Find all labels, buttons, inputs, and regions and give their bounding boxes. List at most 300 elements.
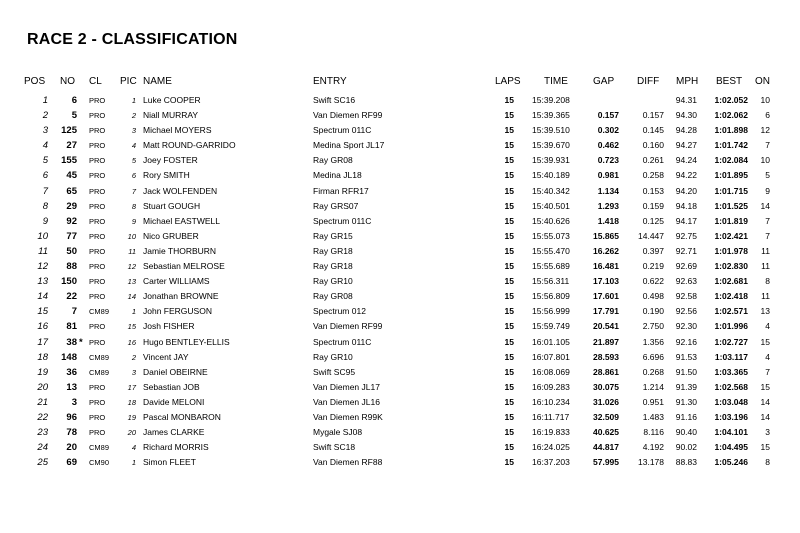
cell-no: 6 bbox=[71, 95, 77, 106]
cell-entry: Swift SC16 bbox=[313, 95, 356, 105]
cell-no: 7 bbox=[71, 306, 77, 318]
cell-no: 50 bbox=[66, 245, 77, 257]
cell-gap: 32.509 bbox=[593, 411, 619, 422]
header-best: BEST bbox=[716, 76, 743, 87]
cell-diff: 8.116 bbox=[643, 427, 664, 438]
cell-on: 15 bbox=[760, 442, 770, 453]
cell-gap: 15.865 bbox=[593, 230, 619, 241]
cell-pos: 10 bbox=[37, 230, 48, 242]
cell-on: 10 bbox=[760, 95, 770, 105]
cell-entry: Medina Sport JL17 bbox=[313, 140, 385, 151]
cell-diff: 0.153 bbox=[642, 185, 664, 196]
cell-entry: Spectrum 011C bbox=[313, 336, 372, 347]
cell-class: PRO bbox=[89, 126, 106, 136]
header-on: ON bbox=[755, 76, 770, 87]
cell-pic: 2 bbox=[131, 111, 136, 121]
cell-name: Rory SMITH bbox=[143, 170, 190, 181]
cell-name: Luke COOPER bbox=[143, 95, 201, 105]
cell-pic: 3 bbox=[131, 126, 136, 136]
cell-entry: Van Diemen RF99 bbox=[313, 321, 383, 332]
cell-class: PRO bbox=[89, 382, 106, 392]
cell-on: 6 bbox=[765, 110, 770, 121]
cell-gap: 1.293 bbox=[597, 200, 619, 211]
table-header bbox=[0, 76, 800, 90]
cell-entry: Firman RFR17 bbox=[313, 185, 369, 196]
cell-on: 7 bbox=[765, 140, 770, 151]
cell-pic: 8 bbox=[131, 201, 136, 211]
cell-class: PRO bbox=[89, 397, 106, 407]
cell-laps: 15 bbox=[504, 336, 514, 347]
cell-time: 16:08.069 bbox=[532, 366, 570, 377]
cell-entry: Ray GR15 bbox=[313, 230, 353, 241]
cell-laps: 15 bbox=[504, 306, 514, 317]
cell-laps: 15 bbox=[504, 170, 514, 181]
cell-pic: 2 bbox=[131, 352, 136, 362]
cell-laps: 15 bbox=[504, 381, 514, 392]
cell-time: 15:55.073 bbox=[532, 230, 570, 241]
cell-on: 14 bbox=[760, 411, 770, 422]
table-row bbox=[0, 397, 800, 412]
cell-pos: 19 bbox=[37, 366, 48, 378]
cell-diff: 1.483 bbox=[642, 411, 664, 422]
cell-name: Jonathan BROWNE bbox=[143, 291, 219, 302]
cell-best: 1:02.568 bbox=[714, 381, 748, 392]
cell-mph: 91.30 bbox=[675, 396, 697, 407]
cell-on: 8 bbox=[765, 276, 770, 287]
cell-laps: 15 bbox=[504, 125, 514, 136]
table-row bbox=[0, 321, 800, 336]
cell-pic: 1 bbox=[131, 458, 136, 468]
cell-mph: 92.63 bbox=[675, 276, 697, 287]
cell-mark: * bbox=[79, 336, 83, 348]
cell-best: 1:01.898 bbox=[714, 125, 748, 136]
cell-class: CM89 bbox=[89, 367, 110, 377]
cell-name: Josh FISHER bbox=[143, 321, 195, 332]
cell-time: 15:55.689 bbox=[532, 261, 570, 272]
cell-best: 1:01.978 bbox=[714, 245, 748, 256]
cell-mph: 91.50 bbox=[675, 366, 697, 377]
cell-best: 1:02.084 bbox=[714, 155, 748, 166]
cell-no: 125 bbox=[61, 125, 77, 137]
cell-best: 1:02.830 bbox=[714, 261, 748, 272]
cell-gap: 0.302 bbox=[597, 125, 619, 136]
table-row bbox=[0, 442, 800, 457]
cell-no: 155 bbox=[61, 155, 77, 167]
cell-on: 8 bbox=[765, 457, 770, 468]
cell-diff: 0.498 bbox=[642, 291, 664, 302]
cell-class: PRO bbox=[89, 246, 106, 256]
cell-diff: 14.447 bbox=[638, 230, 664, 241]
cell-no: 29 bbox=[66, 200, 77, 212]
cell-gap: 28.861 bbox=[593, 366, 619, 377]
cell-diff: 4.192 bbox=[642, 442, 664, 453]
cell-name: Simon FLEET bbox=[143, 457, 196, 468]
cell-best: 1:03.196 bbox=[714, 411, 748, 422]
cell-diff: 2.750 bbox=[642, 321, 664, 332]
cell-best: 1:01.996 bbox=[714, 321, 748, 332]
cell-class: CM89 bbox=[89, 352, 110, 362]
cell-entry: Van Diemen RF99 bbox=[313, 110, 383, 121]
cell-gap: 17.601 bbox=[593, 291, 619, 302]
cell-no: 65 bbox=[66, 185, 77, 197]
cell-pic: 9 bbox=[131, 216, 136, 226]
cell-class: PRO bbox=[89, 262, 106, 272]
cell-on: 11 bbox=[761, 291, 770, 302]
cell-laps: 15 bbox=[504, 140, 514, 151]
header-laps: LAPS bbox=[495, 76, 521, 87]
cell-diff: 0.622 bbox=[642, 276, 664, 287]
cell-entry: Ray GR18 bbox=[313, 261, 353, 272]
cell-laps: 15 bbox=[504, 442, 514, 453]
cell-pos: 8 bbox=[42, 200, 48, 212]
cell-best: 1:03.365 bbox=[714, 366, 748, 377]
cell-on: 4 bbox=[765, 351, 770, 362]
cell-time: 15:40.501 bbox=[532, 200, 570, 211]
cell-laps: 15 bbox=[504, 427, 514, 438]
cell-mph: 91.16 bbox=[675, 411, 697, 422]
cell-diff: 0.397 bbox=[642, 245, 664, 256]
cell-mph: 90.02 bbox=[675, 442, 697, 453]
cell-pos: 12 bbox=[37, 261, 48, 273]
cell-no: 78 bbox=[66, 427, 77, 439]
cell-best: 1:01.525 bbox=[714, 200, 748, 211]
cell-diff: 0.190 bbox=[642, 306, 664, 317]
cell-no: 27 bbox=[66, 140, 77, 152]
cell-pic: 1 bbox=[131, 307, 136, 317]
cell-best: 1:01.715 bbox=[714, 185, 748, 196]
cell-pos: 5 bbox=[42, 155, 48, 167]
cell-pos: 7 bbox=[42, 185, 48, 197]
header-diff: DIFF bbox=[637, 76, 660, 87]
cell-on: 11 bbox=[761, 261, 770, 272]
cell-mph: 90.40 bbox=[675, 427, 697, 438]
table-row bbox=[0, 276, 800, 291]
cell-time: 16:24.025 bbox=[532, 442, 570, 453]
cell-mph: 88.83 bbox=[675, 457, 697, 468]
cell-laps: 15 bbox=[504, 230, 514, 241]
cell-pos: 24 bbox=[37, 442, 48, 454]
cell-mph: 92.75 bbox=[675, 230, 697, 241]
cell-gap: 0.981 bbox=[597, 170, 619, 181]
table-row bbox=[0, 382, 800, 397]
cell-mph: 94.27 bbox=[675, 140, 697, 151]
cell-on: 5 bbox=[765, 170, 770, 181]
cell-pos: 20 bbox=[37, 381, 48, 393]
cell-best: 1:01.895 bbox=[714, 170, 748, 181]
cell-pos: 4 bbox=[42, 140, 48, 152]
table-row bbox=[0, 306, 800, 321]
cell-time: 15:56.311 bbox=[532, 276, 570, 287]
cell-pic: 6 bbox=[131, 171, 136, 181]
cell-no: 92 bbox=[66, 215, 77, 227]
cell-diff: 0.268 bbox=[642, 366, 664, 377]
cell-name: Davide MELONI bbox=[143, 396, 205, 407]
table-row bbox=[0, 216, 800, 231]
cell-class: PRO bbox=[89, 156, 106, 166]
cell-no: 77 bbox=[66, 230, 77, 242]
cell-pos: 11 bbox=[38, 245, 48, 257]
cell-class: PRO bbox=[89, 171, 106, 181]
cell-on: 14 bbox=[760, 200, 770, 211]
cell-mph: 92.71 bbox=[675, 245, 697, 256]
cell-name: Daniel OBEIRNE bbox=[143, 366, 208, 377]
cell-pic: 3 bbox=[131, 367, 136, 377]
header-no: NO bbox=[60, 76, 75, 87]
cell-pos: 22 bbox=[37, 411, 48, 423]
table-row bbox=[0, 412, 800, 427]
page-title: RACE 2 - CLASSIFICATION bbox=[27, 31, 238, 48]
cell-diff: 13.178 bbox=[638, 457, 664, 468]
cell-mph: 92.16 bbox=[675, 336, 697, 347]
table-row bbox=[0, 352, 800, 367]
table-row bbox=[0, 427, 800, 442]
cell-laps: 15 bbox=[504, 396, 514, 407]
cell-time: 15:39.510 bbox=[532, 125, 570, 136]
table-row bbox=[0, 125, 800, 140]
cell-time: 15:39.208 bbox=[532, 95, 570, 105]
cell-time: 15:40.342 bbox=[532, 185, 570, 196]
cell-best: 1:02.062 bbox=[714, 110, 748, 121]
cell-laps: 15 bbox=[504, 351, 514, 362]
cell-name: Carter WILLIAMS bbox=[143, 276, 210, 287]
cell-time: 16:11.717 bbox=[532, 411, 570, 422]
cell-gap: 0.462 bbox=[597, 140, 619, 151]
cell-laps: 15 bbox=[504, 185, 514, 196]
cell-pic: 1 bbox=[131, 96, 136, 105]
cell-gap: 30.075 bbox=[593, 381, 619, 392]
cell-no: 96 bbox=[66, 411, 77, 423]
cell-mph: 92.30 bbox=[675, 321, 697, 332]
cell-entry: Van Diemen JL17 bbox=[313, 381, 380, 392]
cell-class: PRO bbox=[89, 322, 106, 332]
cell-on: 13 bbox=[760, 306, 770, 317]
cell-mph: 94.22 bbox=[675, 170, 697, 181]
cell-gap: 1.134 bbox=[597, 185, 619, 196]
table-row bbox=[0, 291, 800, 306]
cell-pos: 16 bbox=[37, 321, 48, 333]
cell-pos: 17 bbox=[37, 336, 48, 348]
header-cl: CL bbox=[89, 76, 102, 87]
cell-no: 22 bbox=[66, 291, 77, 303]
header-pic: PIC bbox=[120, 76, 137, 87]
cell-name: Hugo BENTLEY-ELLIS bbox=[143, 336, 230, 347]
cell-pos: 23 bbox=[37, 427, 48, 439]
cell-pic: 18 bbox=[127, 397, 136, 407]
cell-on: 14 bbox=[760, 396, 770, 407]
cell-entry: Swift SC95 bbox=[313, 366, 356, 377]
cell-best: 1:02.727 bbox=[714, 336, 748, 347]
cell-gap: 21.897 bbox=[593, 336, 619, 347]
cell-diff: 0.951 bbox=[642, 396, 664, 407]
cell-name: Jack WOLFENDEN bbox=[143, 185, 218, 196]
cell-on: 9 bbox=[765, 185, 770, 196]
classification-table bbox=[0, 95, 800, 472]
cell-no: 3 bbox=[71, 396, 77, 408]
cell-entry: Ray GR10 bbox=[313, 276, 353, 287]
cell-pos: 13 bbox=[37, 276, 48, 288]
cell-laps: 15 bbox=[504, 155, 514, 166]
cell-pic: 16 bbox=[127, 337, 136, 347]
cell-pic: 17 bbox=[127, 382, 136, 392]
cell-time: 15:56.809 bbox=[532, 291, 570, 302]
cell-best: 1:03.048 bbox=[714, 396, 748, 407]
cell-class: PRO bbox=[89, 337, 106, 347]
header-time: TIME bbox=[544, 76, 568, 87]
table-row bbox=[0, 170, 800, 185]
cell-no: 81 bbox=[66, 321, 77, 333]
header-mph: MPH bbox=[676, 76, 699, 87]
cell-entry: Ray GR18 bbox=[313, 245, 353, 256]
table-row bbox=[0, 201, 800, 216]
cell-name: Matt ROUND-GARRIDO bbox=[143, 140, 236, 151]
cell-gap: 16.481 bbox=[593, 261, 619, 272]
table-row bbox=[0, 457, 800, 472]
cell-gap: 44.817 bbox=[593, 442, 619, 453]
cell-time: 16:09.283 bbox=[532, 381, 570, 392]
cell-diff: 0.258 bbox=[642, 170, 664, 181]
table-row bbox=[0, 140, 800, 155]
cell-on: 12 bbox=[760, 125, 770, 136]
cell-entry: Spectrum 012 bbox=[313, 306, 366, 317]
cell-time: 16:01.105 bbox=[532, 336, 570, 347]
cell-on: 15 bbox=[760, 336, 770, 347]
cell-laps: 15 bbox=[504, 215, 514, 226]
cell-name: Vincent JAY bbox=[143, 351, 189, 362]
cell-laps: 15 bbox=[504, 411, 514, 422]
cell-name: Nico GRUBER bbox=[143, 230, 199, 241]
cell-entry: Medina JL18 bbox=[313, 170, 362, 181]
table-row bbox=[0, 246, 800, 261]
cell-mph: 92.58 bbox=[675, 291, 697, 302]
cell-entry: Spectrum 011C bbox=[313, 125, 372, 136]
cell-laps: 15 bbox=[504, 276, 514, 287]
cell-entry: Swift SC18 bbox=[313, 442, 356, 453]
cell-laps: 15 bbox=[504, 95, 514, 105]
cell-laps: 15 bbox=[504, 321, 514, 332]
cell-class: PRO bbox=[89, 141, 106, 151]
cell-class: CM89 bbox=[89, 443, 110, 453]
cell-gap: 1.418 bbox=[597, 215, 619, 226]
cell-name: Richard MORRIS bbox=[143, 442, 209, 453]
cell-class: PRO bbox=[89, 216, 106, 226]
cell-pic: 15 bbox=[127, 322, 136, 332]
cell-pic: 20 bbox=[127, 428, 136, 438]
header-name: NAME bbox=[143, 76, 172, 87]
cell-mph: 94.20 bbox=[675, 185, 697, 196]
cell-name: Sebastian JOB bbox=[143, 381, 200, 392]
cell-pic: 14 bbox=[127, 292, 136, 302]
table-row bbox=[0, 367, 800, 382]
cell-best: 1:01.742 bbox=[714, 140, 748, 151]
cell-pic: 19 bbox=[127, 412, 136, 422]
table-row bbox=[0, 110, 800, 125]
cell-laps: 15 bbox=[504, 291, 514, 302]
cell-on: 10 bbox=[760, 155, 770, 166]
cell-time: 16:10.234 bbox=[532, 396, 570, 407]
cell-pos: 1 bbox=[42, 95, 48, 106]
cell-pos: 3 bbox=[42, 125, 48, 137]
cell-no: 150 bbox=[61, 276, 77, 288]
cell-diff: 0.157 bbox=[642, 110, 664, 121]
table-row bbox=[0, 337, 800, 352]
cell-name: Joey FOSTER bbox=[143, 155, 198, 166]
cell-gap: 0.157 bbox=[597, 110, 619, 121]
cell-mph: 94.17 bbox=[675, 215, 697, 226]
cell-class: PRO bbox=[89, 428, 106, 438]
cell-pic: 7 bbox=[131, 186, 136, 196]
table-row bbox=[0, 155, 800, 170]
cell-no: 13 bbox=[66, 381, 77, 393]
cell-mph: 91.39 bbox=[675, 381, 697, 392]
cell-entry: Ray GR10 bbox=[313, 351, 353, 362]
cell-time: 16:19.833 bbox=[532, 427, 570, 438]
cell-best: 1:02.421 bbox=[714, 230, 748, 241]
cell-gap: 0.723 bbox=[597, 155, 619, 166]
cell-diff: 6.696 bbox=[642, 351, 664, 362]
cell-best: 1:02.681 bbox=[714, 276, 748, 287]
cell-pic: 13 bbox=[127, 277, 136, 287]
table-row bbox=[0, 95, 800, 110]
cell-mph: 94.24 bbox=[675, 155, 697, 166]
cell-pic: 5 bbox=[131, 156, 136, 166]
cell-entry: Ray GRS07 bbox=[313, 200, 359, 211]
cell-on: 15 bbox=[760, 381, 770, 392]
cell-time: 15:56.999 bbox=[532, 306, 570, 317]
cell-pos: 2 bbox=[42, 110, 48, 122]
cell-gap: 17.791 bbox=[593, 306, 619, 317]
cell-mph: 92.56 bbox=[675, 306, 697, 317]
cell-laps: 15 bbox=[504, 261, 514, 272]
cell-entry: Van Diemen R99K bbox=[313, 411, 383, 422]
cell-entry: Mygale SJ08 bbox=[313, 427, 363, 438]
cell-time: 16:37.203 bbox=[532, 457, 570, 468]
cell-on: 7 bbox=[765, 230, 770, 241]
cell-diff: 0.261 bbox=[642, 155, 664, 166]
cell-pos: 9 bbox=[42, 215, 48, 227]
cell-gap: 28.593 bbox=[593, 351, 619, 362]
cell-entry: Ray GR08 bbox=[313, 155, 353, 166]
cell-gap: 57.995 bbox=[593, 457, 619, 468]
cell-diff: 1.214 bbox=[642, 381, 664, 392]
cell-mph: 94.31 bbox=[675, 95, 697, 105]
cell-class: PRO bbox=[89, 231, 106, 241]
cell-time: 15:40.626 bbox=[532, 215, 570, 226]
cell-class: PRO bbox=[89, 292, 106, 302]
cell-class: PRO bbox=[89, 96, 106, 105]
cell-on: 7 bbox=[765, 215, 770, 226]
cell-pic: 12 bbox=[127, 262, 136, 272]
header-pos: POS bbox=[24, 76, 46, 87]
cell-no: 88 bbox=[66, 261, 77, 273]
cell-time: 15:55.470 bbox=[532, 245, 570, 256]
cell-gap: 16.262 bbox=[593, 245, 619, 256]
cell-entry: Ray GR08 bbox=[313, 291, 353, 302]
cell-class: CM90 bbox=[89, 458, 110, 468]
header-entry: ENTRY bbox=[313, 76, 347, 87]
cell-class: CM89 bbox=[89, 307, 110, 317]
cell-no: 69 bbox=[66, 457, 77, 469]
cell-on: 7 bbox=[765, 366, 770, 377]
cell-gap: 40.625 bbox=[593, 427, 619, 438]
cell-diff: 0.145 bbox=[642, 125, 664, 136]
cell-pic: 10 bbox=[127, 231, 136, 241]
cell-laps: 15 bbox=[504, 200, 514, 211]
cell-pos: 14 bbox=[37, 291, 48, 303]
cell-class: PRO bbox=[89, 111, 106, 121]
cell-diff: 1.356 bbox=[642, 336, 664, 347]
cell-laps: 15 bbox=[504, 366, 514, 377]
cell-best: 1:04.101 bbox=[714, 427, 748, 438]
